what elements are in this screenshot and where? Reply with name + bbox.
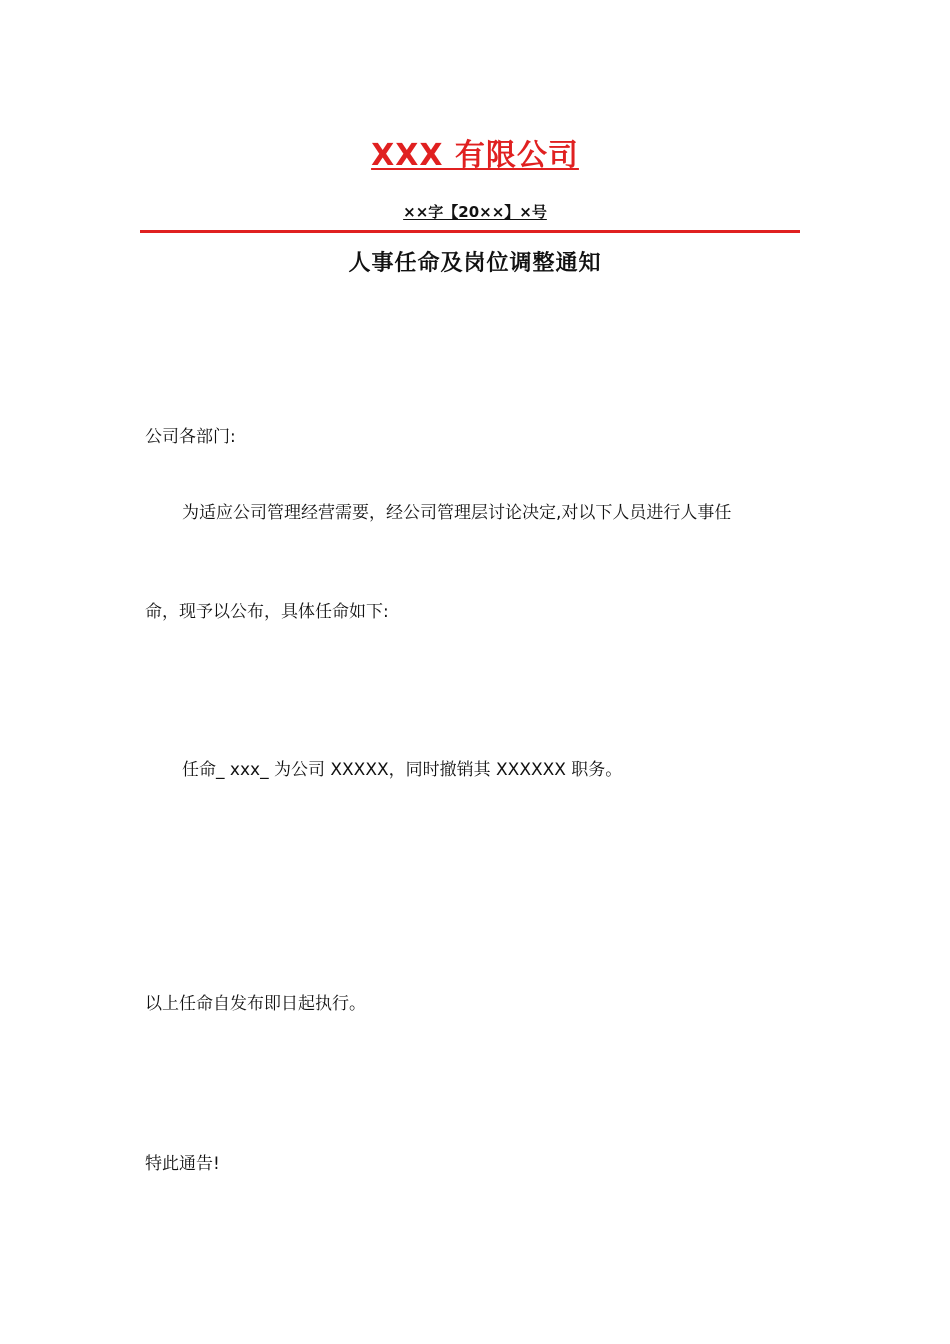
header-red-divider — [140, 230, 800, 233]
appointment-text: 任命_ xxx_ 为公司 XXXXX，同时撤销其 XXXXXX 职务。 — [182, 760, 623, 780]
closing-text: 特此通告! — [145, 1154, 220, 1174]
notice-title: 人事任命及岗位调整通知 — [348, 251, 602, 276]
effective-date-text: 以上任命自发布即日起执行。 — [145, 994, 366, 1014]
document-number: ××字【20××】×号 — [403, 203, 547, 221]
intro-paragraph-line2: 命，现予以公布，具体任命如下: — [145, 602, 389, 622]
salutation-text: 公司各部门: — [145, 427, 236, 447]
company-name-heading: XXX 有限公司 — [371, 138, 579, 173]
intro-paragraph-line1: 为适应公司管理经营需要，经公司管理层讨论决定,对以下人员进行人事任 — [182, 503, 732, 523]
